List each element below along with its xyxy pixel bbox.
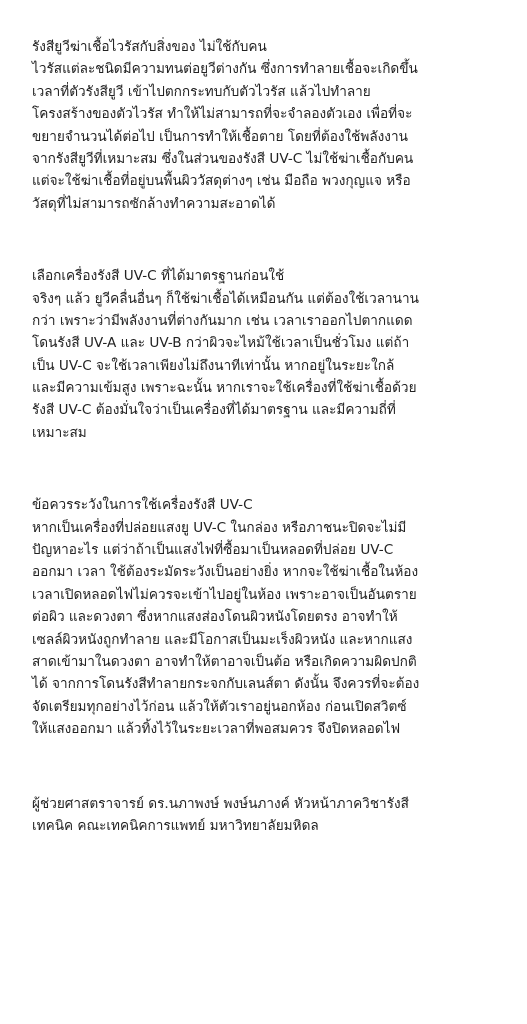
body-line: รังสี UV-C ต้องมั่นใจว่าเป็นเครื่องที่ได้มาตรฐาน และมีความถี่ที่ — [32, 402, 396, 419]
body-line: ให้แสงออกมา แล้วทิ้งไว้ในระยะเวลาที่พอสมควร จึงปิดหลอดไฟ — [32, 721, 401, 738]
body-line: ขยายจำนวนได้ต่อไป เป็นการทำให้เชื้อตาย โดยที่ต้องใช้พลังงาน — [32, 128, 408, 145]
body-line: หากเป็นเครื่องที่ปล่อยแสงยู UV-C ในกล่อง หรือภาชนะปิดจะไม่มี — [32, 519, 407, 536]
body-line: กว่า เพราะว่ามีพลังงานที่ต่างกันมาก เช่น เวลาเราออกไปตากแดด — [32, 312, 413, 329]
body-line: แต่จะใช้ฆ่าเชื้อที่อยู่บนพื้นผิววัสดุต่างๆ เช่น มือถือ พวงกุญแจ หรือ — [32, 173, 411, 190]
body-line: ต่อผิว และดวงตา ซึ่งหากแสงส่องโดนผิวหนังโดยตรง อาจทำให้ — [32, 609, 398, 626]
section-heading: เลือกเครื่องรังสี UV-C ที่ได้มาตรฐานก่อนใช้ — [32, 268, 285, 285]
body-line: เวลาที่ตัวรังสียูวี เข้าไปตกกระทบกับตัวไวรัส แล้วไปทำลาย — [32, 83, 371, 100]
author-line: ผู้ช่วยศาสตราจารย์ ดร.นภาพงษ์ พงษ์นภางค์ หัวหน้าภาควิชารังสี — [32, 795, 409, 812]
body-line: โครงสร้างของตัวไวรัส ทำให้ไม่สามารถที่จะจำลองตัวเอง เพื่อที่จะ — [32, 106, 413, 123]
body-line: จัดเตรียมทุกอย่างไว้ก่อน แล้วให้ตัวเราอยู่นอกห้อง ก่อนเปิดสวิตซ์ — [32, 698, 407, 715]
body-line: ไวรัสแต่ละชนิดมีความทนต่อยูวีต่างกัน ซึ่งการทำลายเชื้อจะเกิดขึ้น — [32, 61, 418, 78]
body-line: เหมาะสม — [32, 424, 87, 441]
body-line: เซลล์ผิวหนังถูกทำลาย และมีโอกาสเป็นมะเร็งผิวหนัง และหากแสง — [32, 631, 413, 648]
author-credit — [32, 793, 512, 838]
body-line: วัสดุที่ไม่สามารถซักล้างทำความสะอาดได้ — [32, 195, 276, 212]
body-line: และมีความเข้มสูง เพราะฉะนั้น หากเราจะใช้เครื่องที่ใช้ฆ่าเชื้อด้วย — [32, 380, 417, 397]
article-body — [32, 36, 512, 837]
body-line: จากรังสียูวีที่เหมาะสม ซึ่งในส่วนของรังสี UV-C ไม่ใช้ฆ่าเชื้อกับคน — [32, 150, 414, 167]
section-choose-device — [32, 265, 512, 444]
body-line: ได้ จากการโดนรังสีทำลายกระจกกับเลนส์ตา ดังนั้น จึงควรที่จะต้อง — [32, 676, 420, 693]
body-line: โดนรังสี UV-A และ UV-B กว่าผิวจะไหม้ใช้เวลาเป็นชั่วโมง แต่ถ้า — [32, 335, 410, 352]
body-line: ปัญหาอะไร แต่ว่าถ้าเป็นแสงไฟที่ซื้อมาเป็นหลอดที่ปล่อย UV-C — [32, 542, 394, 559]
body-line: เป็น UV-C จะใช้เวลาเพียงไม่ถึงนาทีเท่านั้น หากอยู่ในระยะใกล้ — [32, 357, 395, 374]
body-line: สาดเข้ามาในดวงตา อาจทำให้ตาอาจเป็นต้อ หรือเกิดความผิดปกติ — [32, 653, 417, 670]
author-line: เทคนิค คณะเทคนิคการแพทย์ มหาวิทยาลัยมหิดล — [32, 817, 319, 834]
section-uv-disinfection — [32, 36, 512, 215]
section-heading: รังสียูวีฆ่าเชื้อไวรัสกับสิ่งของ ไม่ใช้กับคน — [32, 39, 267, 55]
body-line: เวลาเปิดหลอดไฟไม่ควรจะเข้าไปอยู่ในห้อง เพราะอาจเป็นอันตราย — [32, 586, 417, 603]
body-line: ออกมา เวลา ใช้ต้องระมัดระวังเป็นอย่างยิ่ง หากจะใช้ฆ่าเชื้อในห้อง — [32, 564, 419, 581]
section-precautions — [32, 494, 512, 740]
section-heading: ข้อควรระวังในการใช้เครื่องรังสี UV-C — [32, 497, 253, 514]
body-line: จริงๆ แล้ว ยูวีคลื่นอื่นๆ ก็ใช้ฆ่าเชื้อได้เหมือนกัน แต่ต้องใช้เวลานาน — [32, 290, 419, 307]
